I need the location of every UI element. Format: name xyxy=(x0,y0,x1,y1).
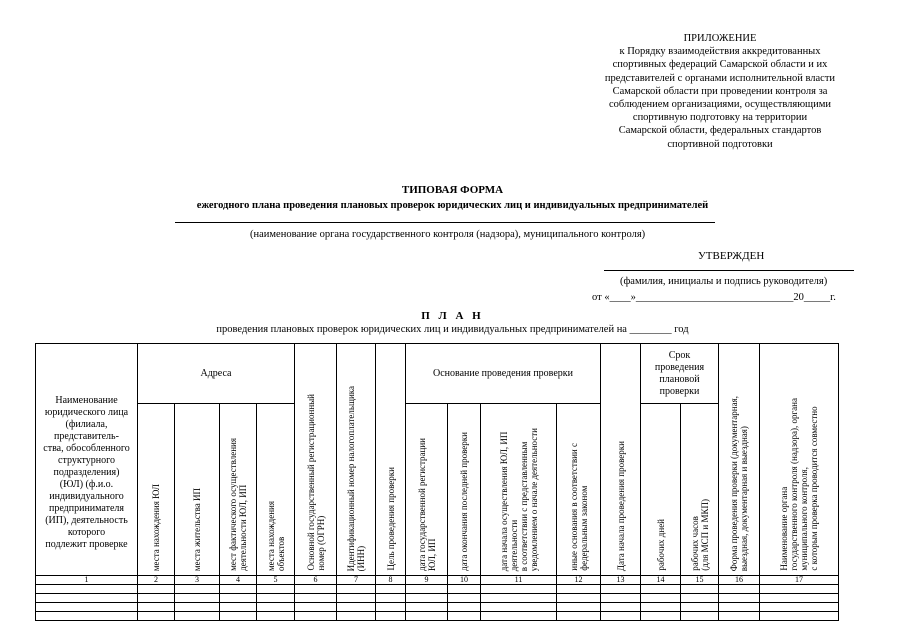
header-form-of-check: Форма проведения проверки (документарная, выездная, документарная и выездная) xyxy=(719,344,760,576)
table-row xyxy=(36,585,839,594)
column-number: 11 xyxy=(481,576,557,585)
authority-line xyxy=(175,222,715,223)
header-basis-registration: дата государственной регистрации ЮЛ, ИП xyxy=(406,404,448,576)
column-number-row xyxy=(36,576,839,585)
header-term-days: рабочих дней xyxy=(641,404,681,576)
plan-title: П Л А Н xyxy=(421,310,484,322)
table-row xyxy=(36,594,839,603)
header-start-date: Дата начала проведения проверки xyxy=(601,344,641,576)
approval-date-line: от «____»______________________________20_____г. xyxy=(592,292,836,303)
header-group-addresses: Адреса xyxy=(138,344,295,404)
column-number: 10 xyxy=(448,576,481,585)
appendix-line: Самарской области, федеральных стандартов xyxy=(618,125,822,137)
appendix-line: спортивную подготовку на территории xyxy=(632,112,808,124)
column-number: 5 xyxy=(257,576,295,585)
inspection-plan-table xyxy=(35,343,839,621)
header-basis-start-activity: дата начала осуществления ЮЛ, ИП деятельности в соответствии с представленным уведомлением о начале деятельности xyxy=(481,404,557,576)
header-group-term: Срок проведения плановой проверки xyxy=(641,344,719,404)
column-number: 8 xyxy=(376,576,406,585)
column-number: 16 xyxy=(719,576,760,585)
header-entity-name: Наименование юридического лица (филиала, представитель- ства, обособленного структурного подразделения) (ЮЛ) (ф.и.о. индивидуального предпринимателя (ИП), деятельность которого подлежит проверке xyxy=(36,344,138,576)
header-addr-actual: мест фактического осуществления деятельности ЮЛ, ИП xyxy=(220,404,257,576)
header-addr-objects: места нахождения объектов xyxy=(257,404,295,576)
column-number: 9 xyxy=(406,576,448,585)
form-subtitle: ежегодного плана проведения плановых проверок юридических лиц и индивидуальных предпринимателей xyxy=(196,200,709,211)
head-signature-line xyxy=(604,270,854,271)
column-number: 6 xyxy=(295,576,337,585)
appendix-line: представителей с органами исполнительной власти xyxy=(604,72,836,84)
approved-label: УТВЕРЖДЕН xyxy=(698,250,765,262)
header-addr-residence: места жительства ИП xyxy=(175,404,220,576)
header-term-hours: рабочих часов (для МСП и МКП) xyxy=(681,404,719,576)
column-number: 2 xyxy=(138,576,175,585)
header-inn: Идентификационный номер налогоплательщика (ИНН) xyxy=(337,344,376,576)
column-number: 15 xyxy=(681,576,719,585)
appendix-line: ПРИЛОЖЕНИЕ xyxy=(683,33,757,44)
appendix-block xyxy=(600,32,840,151)
header-group-basis: Основание проведения проверки xyxy=(406,344,601,404)
table-row xyxy=(36,603,839,612)
column-number: 17 xyxy=(760,576,839,585)
column-number: 12 xyxy=(557,576,601,585)
appendix-line: к Порядку взаимодействия аккредитованных xyxy=(619,46,821,58)
column-number: 13 xyxy=(601,576,641,585)
header-basis-last-check: дата окончания последней проверки xyxy=(448,404,481,576)
authority-caption: (наименование органа государственного контроля (надзора), муниципального контроля) xyxy=(250,229,646,240)
column-number: 4 xyxy=(220,576,257,585)
plan-subtitle: проведения плановых проверок юридических лиц и индивидуальных предпринимателей на ________ год xyxy=(216,324,689,335)
table-row xyxy=(36,612,839,621)
appendix-line: спортивной подготовки xyxy=(667,138,773,150)
appendix-line: спортивных федераций Самарской области и их xyxy=(612,59,828,71)
head-caption: (фамилия, инициалы и подпись руководителя) xyxy=(620,276,828,287)
column-number: 7 xyxy=(337,576,376,585)
header-ogrn: Основной государственный регистрационный номер (ОГРН) xyxy=(295,344,337,576)
appendix-line: Самарской области при проведении контроля за xyxy=(612,85,828,97)
header-addr-legal: места нахождения ЮЛ xyxy=(138,404,175,576)
header-goal: Цель проведения проверки xyxy=(376,344,406,576)
header-basis-other: иные основания в соответствии с федеральным законом xyxy=(557,404,601,576)
column-number: 1 xyxy=(36,576,138,585)
column-number: 3 xyxy=(175,576,220,585)
form-title: ТИПОВАЯ ФОРМА xyxy=(401,184,504,196)
column-number: 14 xyxy=(641,576,681,585)
header-joint-body: Наименование органа государственного контроля (надзора), органа муниципального контроля, с которым проверка проводится совместно xyxy=(760,344,839,576)
appendix-line: соблюдением организациями, осуществляющими xyxy=(608,99,832,111)
